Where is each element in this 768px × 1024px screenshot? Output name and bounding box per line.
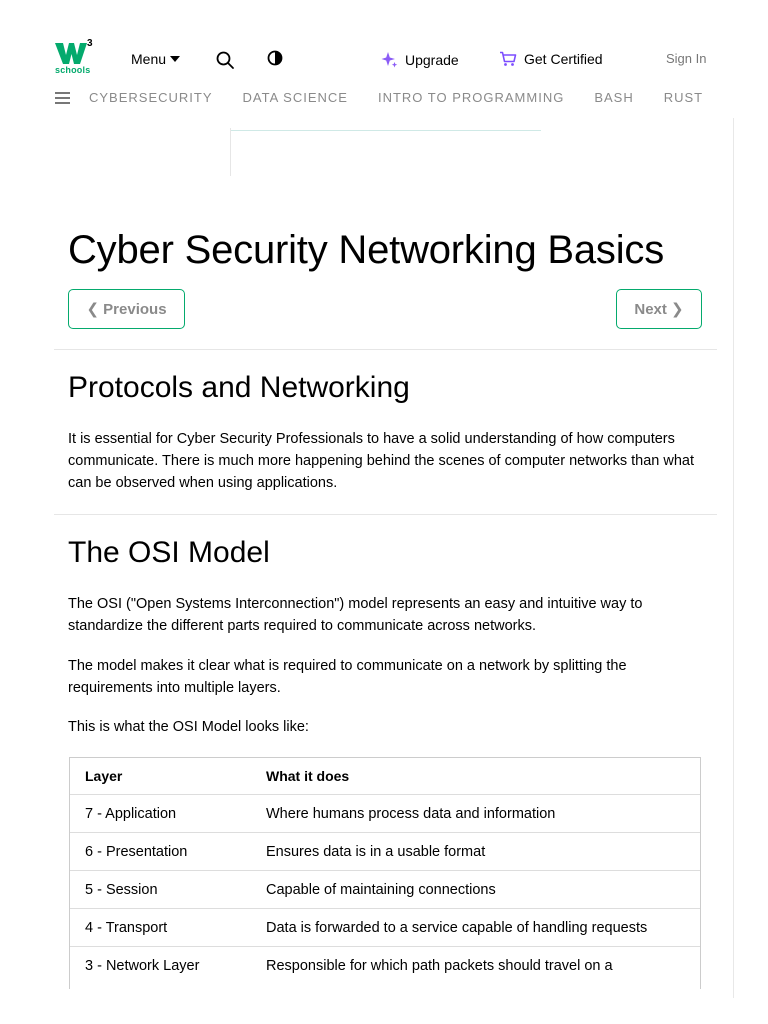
contrast-toggle-icon[interactable] bbox=[267, 50, 283, 66]
subnav-item-cybersecurity[interactable]: CYBERSECURITY bbox=[89, 90, 213, 105]
logo-superscript: 3 bbox=[87, 38, 93, 49]
sign-in-link[interactable]: Sign In bbox=[666, 51, 707, 66]
osi-paragraph-3: This is what the OSI Model looks like: bbox=[68, 719, 309, 735]
table-cell-layer: 6 - Presentation bbox=[69, 833, 250, 871]
subnav-item-intro-to-programming[interactable]: INTRO TO PROGRAMMING bbox=[377, 90, 565, 105]
table-cell-description: Data is forwarded to a service capable of handling requests bbox=[250, 909, 701, 947]
table-header-layer: Layer bbox=[85, 767, 123, 784]
cart-icon bbox=[499, 51, 517, 67]
section-heading-osi: The OSI Model bbox=[68, 536, 270, 569]
osi-model-table bbox=[69, 757, 701, 984]
table-row bbox=[69, 833, 701, 871]
hamburger-menu-icon[interactable] bbox=[55, 92, 70, 104]
section-divider bbox=[54, 514, 717, 515]
menu-button[interactable] bbox=[131, 51, 180, 67]
table-cell-description: Capable of maintaining connections bbox=[250, 871, 701, 909]
table-header-description: What it does bbox=[266, 767, 350, 784]
table-row bbox=[69, 795, 701, 833]
table-header-row bbox=[69, 757, 701, 795]
subnav-item-data-science[interactable]: DATA SCIENCE bbox=[242, 90, 348, 105]
search-icon[interactable] bbox=[215, 50, 235, 70]
page-title: Cyber Security Networking Basics bbox=[68, 228, 665, 272]
osi-paragraph-2: The model makes it clear what is required to communicate on a network by splitting the requirements into multiple layers. bbox=[68, 658, 627, 696]
section-divider bbox=[54, 349, 717, 350]
caret-down-icon bbox=[170, 56, 180, 62]
get-certified-link[interactable] bbox=[499, 51, 603, 67]
table-row bbox=[69, 909, 701, 947]
table-cell-layer: 3 - Network Layer bbox=[69, 947, 250, 985]
content-right-border bbox=[733, 118, 734, 998]
upgrade-label: Upgrade bbox=[405, 52, 459, 68]
logo-text: schools bbox=[55, 65, 91, 75]
section-paragraph-protocols: It is essential for Cyber Security Professionals to have a solid understanding of how computers communicate. There is much more happening behind the scenes of computer networks than what can be observed when using applications. bbox=[68, 431, 694, 491]
table-row bbox=[69, 947, 701, 985]
table-cell-layer: 4 - Transport bbox=[69, 909, 250, 947]
table-cell-layer: 7 - Application bbox=[69, 795, 250, 833]
top-navigation-bar bbox=[0, 0, 768, 118]
table-row bbox=[69, 871, 701, 909]
table-cell-description: Responsible for which path packets should travel on a bbox=[250, 947, 701, 985]
previous-button[interactable]: ❮ Previous bbox=[68, 289, 185, 329]
osi-paragraph-1: The OSI ("Open Systems Interconnection") model represents an easy and intuitive way to standardize the different parts required to communicate across networks. bbox=[68, 596, 643, 634]
table-cell-description: Where humans process data and information bbox=[250, 795, 701, 833]
topic-subnav bbox=[89, 90, 703, 105]
upgrade-link[interactable] bbox=[381, 51, 459, 69]
next-button[interactable]: Next ❯ bbox=[616, 289, 702, 329]
ad-banner-remnant bbox=[230, 128, 541, 176]
section-heading-protocols: Protocols and Networking bbox=[68, 371, 410, 404]
subnav-item-rust[interactable]: RUST bbox=[663, 90, 704, 105]
table-cell-layer: 5 - Session bbox=[69, 871, 250, 909]
table-cell-description: Ensures data is in a usable format bbox=[250, 833, 701, 871]
subnav-item-bash[interactable]: BASH bbox=[594, 90, 634, 105]
menu-label: Menu bbox=[131, 51, 167, 67]
sparkle-icon bbox=[381, 51, 398, 69]
get-certified-label: Get Certified bbox=[524, 51, 603, 67]
